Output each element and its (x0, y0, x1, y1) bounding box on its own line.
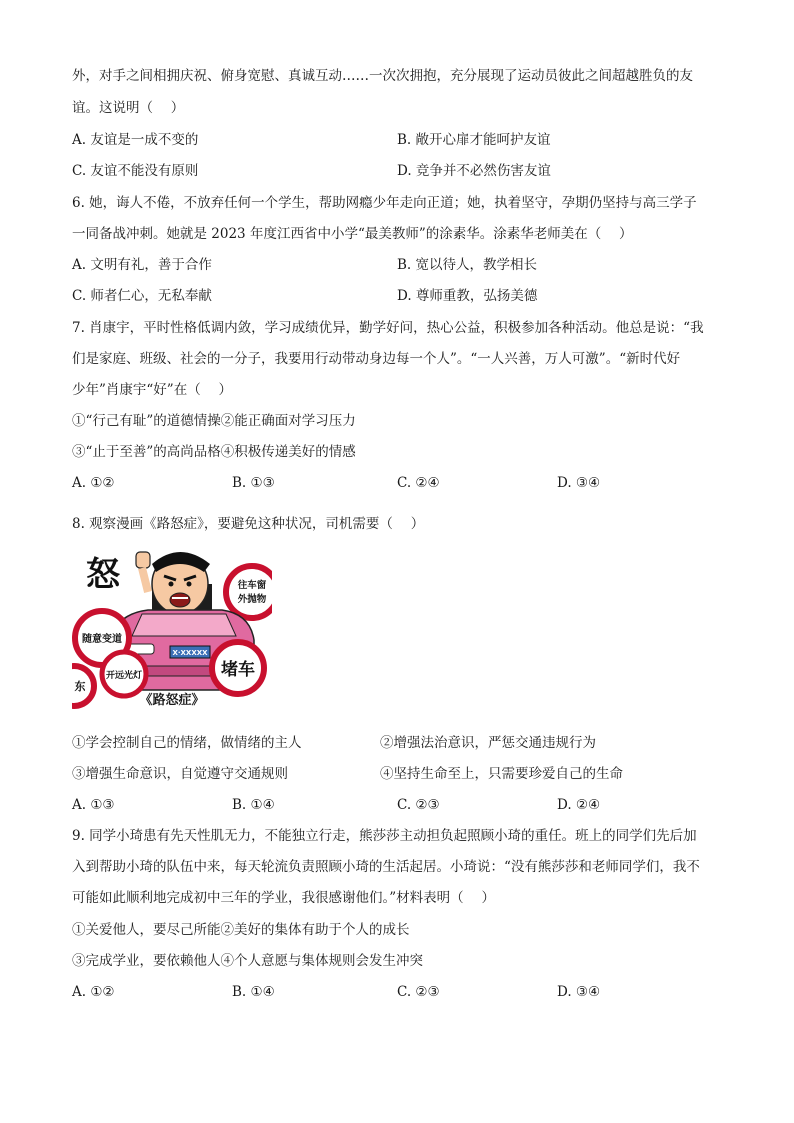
sign-window-line-2: 外抛物 (237, 594, 267, 605)
q6-stem-line-1: 6. 她，诲人不倦，不放弃任何一个学生，帮助网瘾少年走向正道；她，执着坚守，孕期仍坚持与高三学子 (72, 195, 697, 211)
q8-option-d[interactable]: D. ②④ (557, 797, 601, 813)
road-rage-comic-drawing (72, 540, 272, 712)
q9-stem-line-1: 9. 同学小琦患有先天性肌无力，不能独立行走，熊莎莎主动担负起照顾小琦的重任。班上的同学们先后加 (72, 828, 697, 844)
comic-caption: 《路怒症》 (139, 693, 205, 708)
q5-stem-line-1: 外，对手之间相拥庆祝、俯身宽慰、真诚互动……一次次拥抱，充分展现了运动员彼此之间超越胜负的友 (72, 68, 693, 84)
road-rage-comic (72, 540, 272, 712)
q6-option-d[interactable]: D. 尊师重教，弘扬美德 (397, 288, 538, 304)
q7-option-b[interactable]: B. ①③ (232, 475, 275, 491)
q7-stem-line-2: 们是家庭、班级、社会的一分子，我要用行动带动身边每一个人”。“一人兴善，万人可激”。“新时代好 (72, 351, 681, 367)
q9-option-b[interactable]: B. ①④ (232, 984, 275, 1000)
q8-item-2: ②增强法治意识，严惩交通违规行为 (380, 735, 596, 751)
q7-item-line-1: ①“行己有耻”的道德情操②能正确面对学习压力 (72, 413, 356, 429)
q5-option-a[interactable]: A. 友谊是一成不变的 (72, 132, 199, 148)
sign-jam-text: 堵车 (221, 660, 255, 680)
sign-throwing-out-window (226, 566, 272, 618)
q7-item-line-2: ③“止于至善”的高尚品格④积极传递美好的情感 (72, 444, 356, 460)
q5-option-c[interactable]: C. 友谊不能没有原则 (72, 163, 199, 179)
q6-option-b[interactable]: B. 宽以待人，教学相长 (397, 257, 538, 273)
q6-option-a[interactable]: A. 文明有礼，善于合作 (72, 257, 212, 273)
sign-traffic-jam (212, 642, 264, 694)
q9-option-a[interactable]: A. ①② (72, 984, 115, 1000)
q5-stem-line-2: 谊。这说明（ ） (72, 100, 185, 116)
sign-window-line-1: 往车窗 (237, 580, 267, 591)
q8-item-4: ④坚持生命至上，只需要珍爱自己的生命 (380, 766, 623, 782)
q6-stem-line-2: 一同备战冲刺。她就是 2023 年度江西省中小学“最美教师”的涂素华。涂素华老师美在（ ） (72, 226, 633, 242)
q8-option-a[interactable]: A. ①③ (72, 797, 115, 813)
license-plate: X·XXXXX (172, 649, 208, 657)
q7-option-c[interactable]: C. ②④ (397, 475, 440, 491)
sign-partial-left-text: 东 (74, 680, 86, 693)
q7-option-a[interactable]: A. ①② (72, 475, 115, 491)
sign-highbeam-text: 开远光灯 (105, 671, 143, 681)
q9-option-d[interactable]: D. ③④ (557, 984, 601, 1000)
q7-stem-line-1: 7. 肖康宇，平时性格低调内敛，学习成绩优异，勤学好问，热心公益，积极参加各种活动。他总是说：“我 (72, 320, 704, 336)
q9-item-line-1: ①关爱他人，要尽己所能②美好的集体有助于个人的成长 (72, 922, 410, 938)
q9-item-line-2: ③完成学业，要依赖他人④个人意愿与集体规则会发生冲突 (72, 953, 423, 969)
q8-stem-line-1: 8. 观察漫画《路怒症》，要避免这种状况，司机需要（ ） (72, 516, 425, 532)
q9-stem-line-3: 可能如此顺利地完成初中三年的学业，我很感谢他们。”材料表明（ ） (72, 890, 495, 906)
q8-item-3: ③增强生命意识，自觉遵守交通规则 (72, 766, 288, 782)
q6-option-c[interactable]: C. 师者仁心，无私奉献 (72, 288, 212, 304)
q5-option-d[interactable]: D. 竞争并不必然伤害友谊 (397, 163, 551, 179)
q5-option-b[interactable]: B. 敞开心扉才能呵护友谊 (397, 132, 551, 148)
q9-stem-line-2: 入到帮助小琦的队伍中来，每天轮流负责照顾小琦的生活起居。小琦说：“没有熊莎莎和老师同学们，我不 (72, 859, 700, 875)
q7-option-d[interactable]: D. ③④ (557, 475, 601, 491)
q9-option-c[interactable]: C. ②③ (397, 984, 440, 1000)
sign-high-beam (102, 652, 146, 696)
q8-option-b[interactable]: B. ①④ (232, 797, 275, 813)
q8-option-c[interactable]: C. ②③ (397, 797, 440, 813)
sign-lane-text: 随意变道 (82, 634, 122, 645)
q7-stem-line-3: 少年”肖康宇“好”在（ ） (72, 382, 232, 398)
q8-item-1: ①学会控制自己的情绪，做情绪的主人 (72, 735, 302, 751)
comic-anger-char: 怒 (86, 555, 120, 595)
